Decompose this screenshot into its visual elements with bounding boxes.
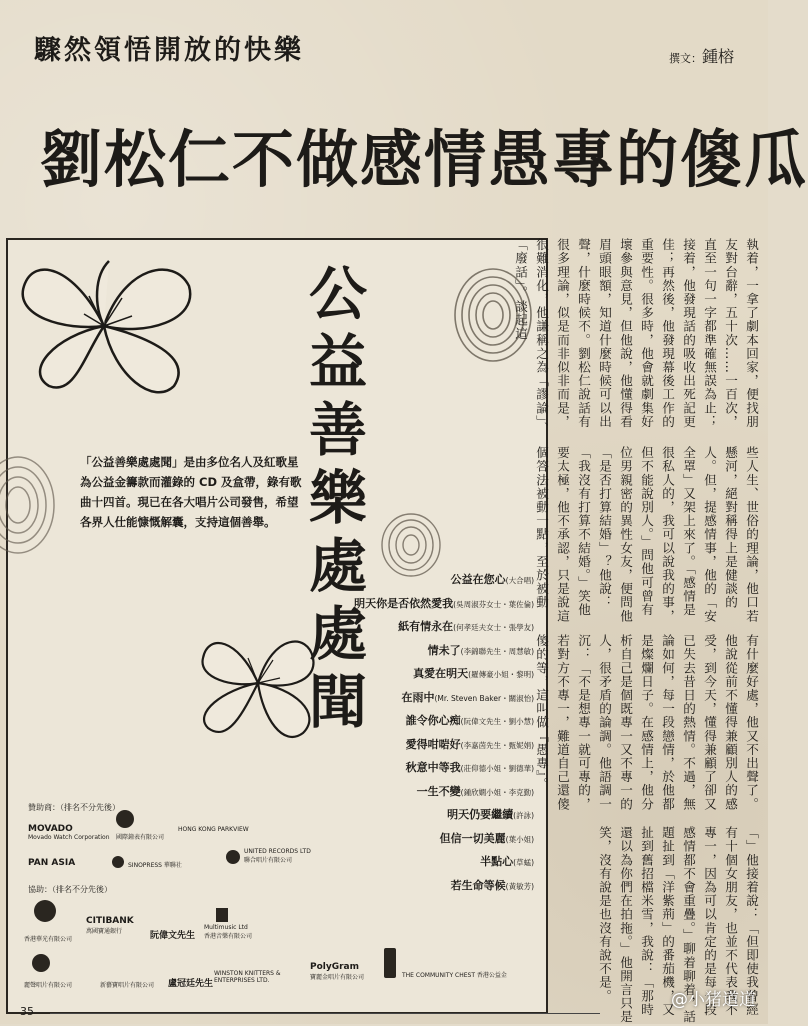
advert-title-char: 處 — [308, 532, 367, 600]
sponsor-logo — [178, 826, 249, 833]
sponsor-subname: 聯合唱片有限公司 — [244, 857, 293, 864]
advert-title-char: 聞 — [308, 668, 367, 736]
advert-title-char: 處 — [308, 600, 367, 668]
song-title: 在雨中 — [401, 690, 435, 704]
sponsor-name: HONG KONG PARKVIEW — [178, 826, 249, 833]
song-singer: (李嘉茵先生・甄妮娟) — [460, 740, 534, 750]
song-singer: (羅傳豪小姐・黎明) — [468, 670, 534, 679]
song-title: 明天你是否依然愛我 — [354, 596, 454, 610]
helper-name: PolyGram — [310, 962, 360, 972]
advert-title-char: 益 — [308, 328, 367, 396]
helper-logo — [100, 980, 154, 989]
helper-name: CITIBANK — [86, 916, 134, 926]
song-singer: (李錦聯先生・周慧敏) — [460, 646, 534, 656]
song-item — [234, 874, 534, 898]
song-item — [234, 733, 534, 757]
helper-subname: 香港音樂有限公司 — [204, 933, 253, 940]
song-title: 誰令你心痴 — [405, 714, 461, 727]
song-item — [234, 709, 534, 733]
helper-name: THE COMMUNITY CHEST 香港公益金 — [402, 972, 507, 979]
song-title: 情未了 — [427, 643, 461, 657]
song-singer: (許詠) — [513, 811, 534, 820]
helper-emblem-icon — [32, 954, 50, 972]
song-item — [234, 827, 534, 851]
sponsor-name: MOVADO — [28, 824, 73, 834]
song-singer: (Mr. Steven Baker・關淑怡) — [434, 693, 534, 703]
helper-emblem-icon — [34, 900, 56, 922]
sponsor-emblem-icon — [226, 850, 240, 864]
song-title: 秋意中等我 — [405, 761, 461, 774]
byline-author: 鍾榕 — [701, 47, 734, 66]
sponsor-name: SINOPRESS 華聯社 — [128, 862, 182, 869]
helper-logo — [86, 916, 134, 935]
sponsor-name: PAN ASIA — [28, 858, 76, 868]
song-singer: (葉小姐) — [505, 834, 534, 844]
song-title: 紙有情永在 — [398, 620, 454, 633]
helper-logo — [402, 970, 507, 979]
song-title: 若生命等候 — [450, 878, 506, 892]
sponsor-logo — [28, 858, 75, 868]
footer-rule — [50, 1013, 600, 1014]
song-item — [234, 592, 534, 616]
byline-role: 撰文： — [668, 52, 702, 65]
song-singer: (黃敏芳) — [505, 881, 534, 891]
sponsor-name: UNITED RECORDS LTD — [244, 848, 311, 855]
headline: 劉松仁不做感情愚專的傻瓜 — [40, 123, 808, 196]
song-singer: (莊仰德小姐・劉德華) — [460, 764, 534, 773]
helper-name: Multimusic Ltd — [204, 924, 248, 931]
song-title: 明天仍要繼續 — [447, 808, 514, 821]
sponsor-emblem-icon — [112, 856, 124, 868]
helper-name: 阮偉文先生 — [150, 931, 196, 941]
song-singer: (草蜢) — [513, 858, 534, 867]
helper-name: 盧冠廷先生 — [168, 979, 214, 989]
song-singer: (大合唱) — [505, 576, 534, 585]
helper-subname: 寶麗金唱片有限公司 — [310, 974, 365, 981]
watermark: @小猪道道 — [671, 990, 756, 1010]
advert-description: 「公益善樂處處聞」是由多位名人及紅歌星為公益金籌款而灌錄的 CD 及盒帶，錄有歌曲十四首。現已在各大唱片公司發售，希望各界人仕能慷慨解囊，支持這個善舉。 — [80, 455, 302, 529]
kicker: 驟然領悟開放的快樂 — [34, 35, 304, 66]
helper-logo — [24, 980, 72, 989]
helper-logo — [150, 928, 195, 941]
sponsor-logo — [116, 832, 164, 841]
article-column: 執着，一拿了劇本回家，便找朋友對台辭，五十次……一百次，直至一句一字都準確無誤為止；接着，他發現話的吸收出死記更佳；再然後，他發現幕後工作的重要性。很多時，他會就劇集好壞參與意見，但他說，他懂得看眉頭眼額，知道什麼時候可以出聲，什麼時候不。劉松仁說話有很多理論，似是而非似非而是，很難消化，他謙稱之為「謬論」、「廢話」。談起這 — [513, 238, 759, 436]
sponsor-logo — [28, 824, 110, 841]
song-item — [234, 780, 534, 804]
helper-label: 協助：（排名不分先後） — [28, 885, 112, 894]
song-singer: (阮偉文先生・劉小慧) — [460, 717, 534, 726]
fingerprint-decoration — [0, 445, 58, 565]
article-column: 有什麼好處，他又不出聲了。他說從前不懂得兼顧別人的感受，到今天，懂得兼顧了卻又已失去昔日的熱情。不過，無論如何，每一段戀情，於他都是燦爛日子。在感情上，他分析自己是個既專一又不專一的人，很矛盾的論調。他語調一沉：「不是想專一就可專的，若對方不專一，難道自己還傻傻的等，這叫做『愚專』。 — [534, 634, 759, 811]
advert-title-char: 善 — [308, 396, 367, 464]
song-item — [234, 568, 534, 592]
article-column: 些人生、世俗的理論，他口若懸河，絕對稱得上是健談的人。但，提感情事，他的「安全罩」又架上來了。「感情是很私人的，我可以說我的事，但不能說別人。」問他可曾有位男親密的異性女友，便問他「是否打算結婚」？他說：「我沒有打算不結婚。」笑他要太極，他不承認，只是說這個答法被動一點，至於被動 — [534, 446, 759, 623]
song-item — [234, 662, 534, 686]
pagoda-emblem-icon — [384, 948, 396, 978]
sponsor-emblem-icon — [116, 810, 134, 828]
helper-name: WINSTON KNITTERS & ENTERPRISES LTD. — [214, 970, 281, 984]
helper-name: 新藝寶唱片有限公司 — [100, 982, 155, 989]
helper-logo — [204, 924, 252, 940]
song-title: 半點心 — [480, 855, 514, 868]
helper-logo — [24, 934, 72, 943]
song-item — [234, 686, 534, 710]
article-column: 「」他接着說：「但即使我曾經有十個女朋友，也並不代表我不專一，因為可以肯定的是每一段感情都不會重疊。」聊着聊着，話題扯到「洋紫荊」的番茄機，又扯到舊招檔米雪，我說：「那時還以為你們在拍拖。」他開言只是笑，沒有說是也沒有說不是。 — [597, 826, 759, 1024]
sponsor-logo — [244, 848, 311, 864]
charity-advertisement — [6, 238, 548, 1014]
song-item — [234, 756, 534, 780]
song-title: 一生不變 — [416, 784, 461, 798]
flower-illustration-top — [14, 246, 204, 406]
byline — [669, 44, 734, 67]
helper-subname: 萬國寶通銀行 — [86, 928, 123, 935]
song-title: 真愛在明天 — [413, 667, 469, 680]
sponsor-logo — [128, 860, 182, 869]
song-title: 愛得咁啱好 — [405, 737, 461, 751]
song-item — [234, 615, 534, 639]
song-item — [234, 639, 534, 663]
sponsor-name: 國際鐘表有限公司 — [116, 834, 165, 841]
helper-name: 香港華光有限公司 — [24, 936, 73, 943]
advert-title-char: 公 — [308, 260, 367, 328]
helper-name: 麗聲唱片有限公司 — [24, 982, 73, 989]
helper-logo — [310, 962, 364, 981]
helper-emblem-icon — [216, 908, 228, 922]
song-singer: (鍾欣嫺小姐・李克勤) — [460, 787, 534, 797]
song-title: 公益在您心 — [450, 573, 506, 586]
advert-title-char: 樂 — [308, 464, 367, 532]
helper-logo — [214, 970, 298, 984]
song-singer: (何孝廷夫女士・張學友) — [453, 623, 534, 632]
page-number: 35 — [20, 1005, 34, 1018]
sponsor-subname: Movado Watch Corporation — [28, 834, 110, 841]
sponsor-label: 贊助商：（排名不分先後） — [28, 803, 120, 812]
song-title: 但信一切美麗 — [439, 831, 506, 845]
song-item — [234, 803, 534, 827]
helper-logo — [168, 976, 213, 989]
song-singer: (吳周淑芬女士・葉佐倫) — [453, 599, 534, 609]
